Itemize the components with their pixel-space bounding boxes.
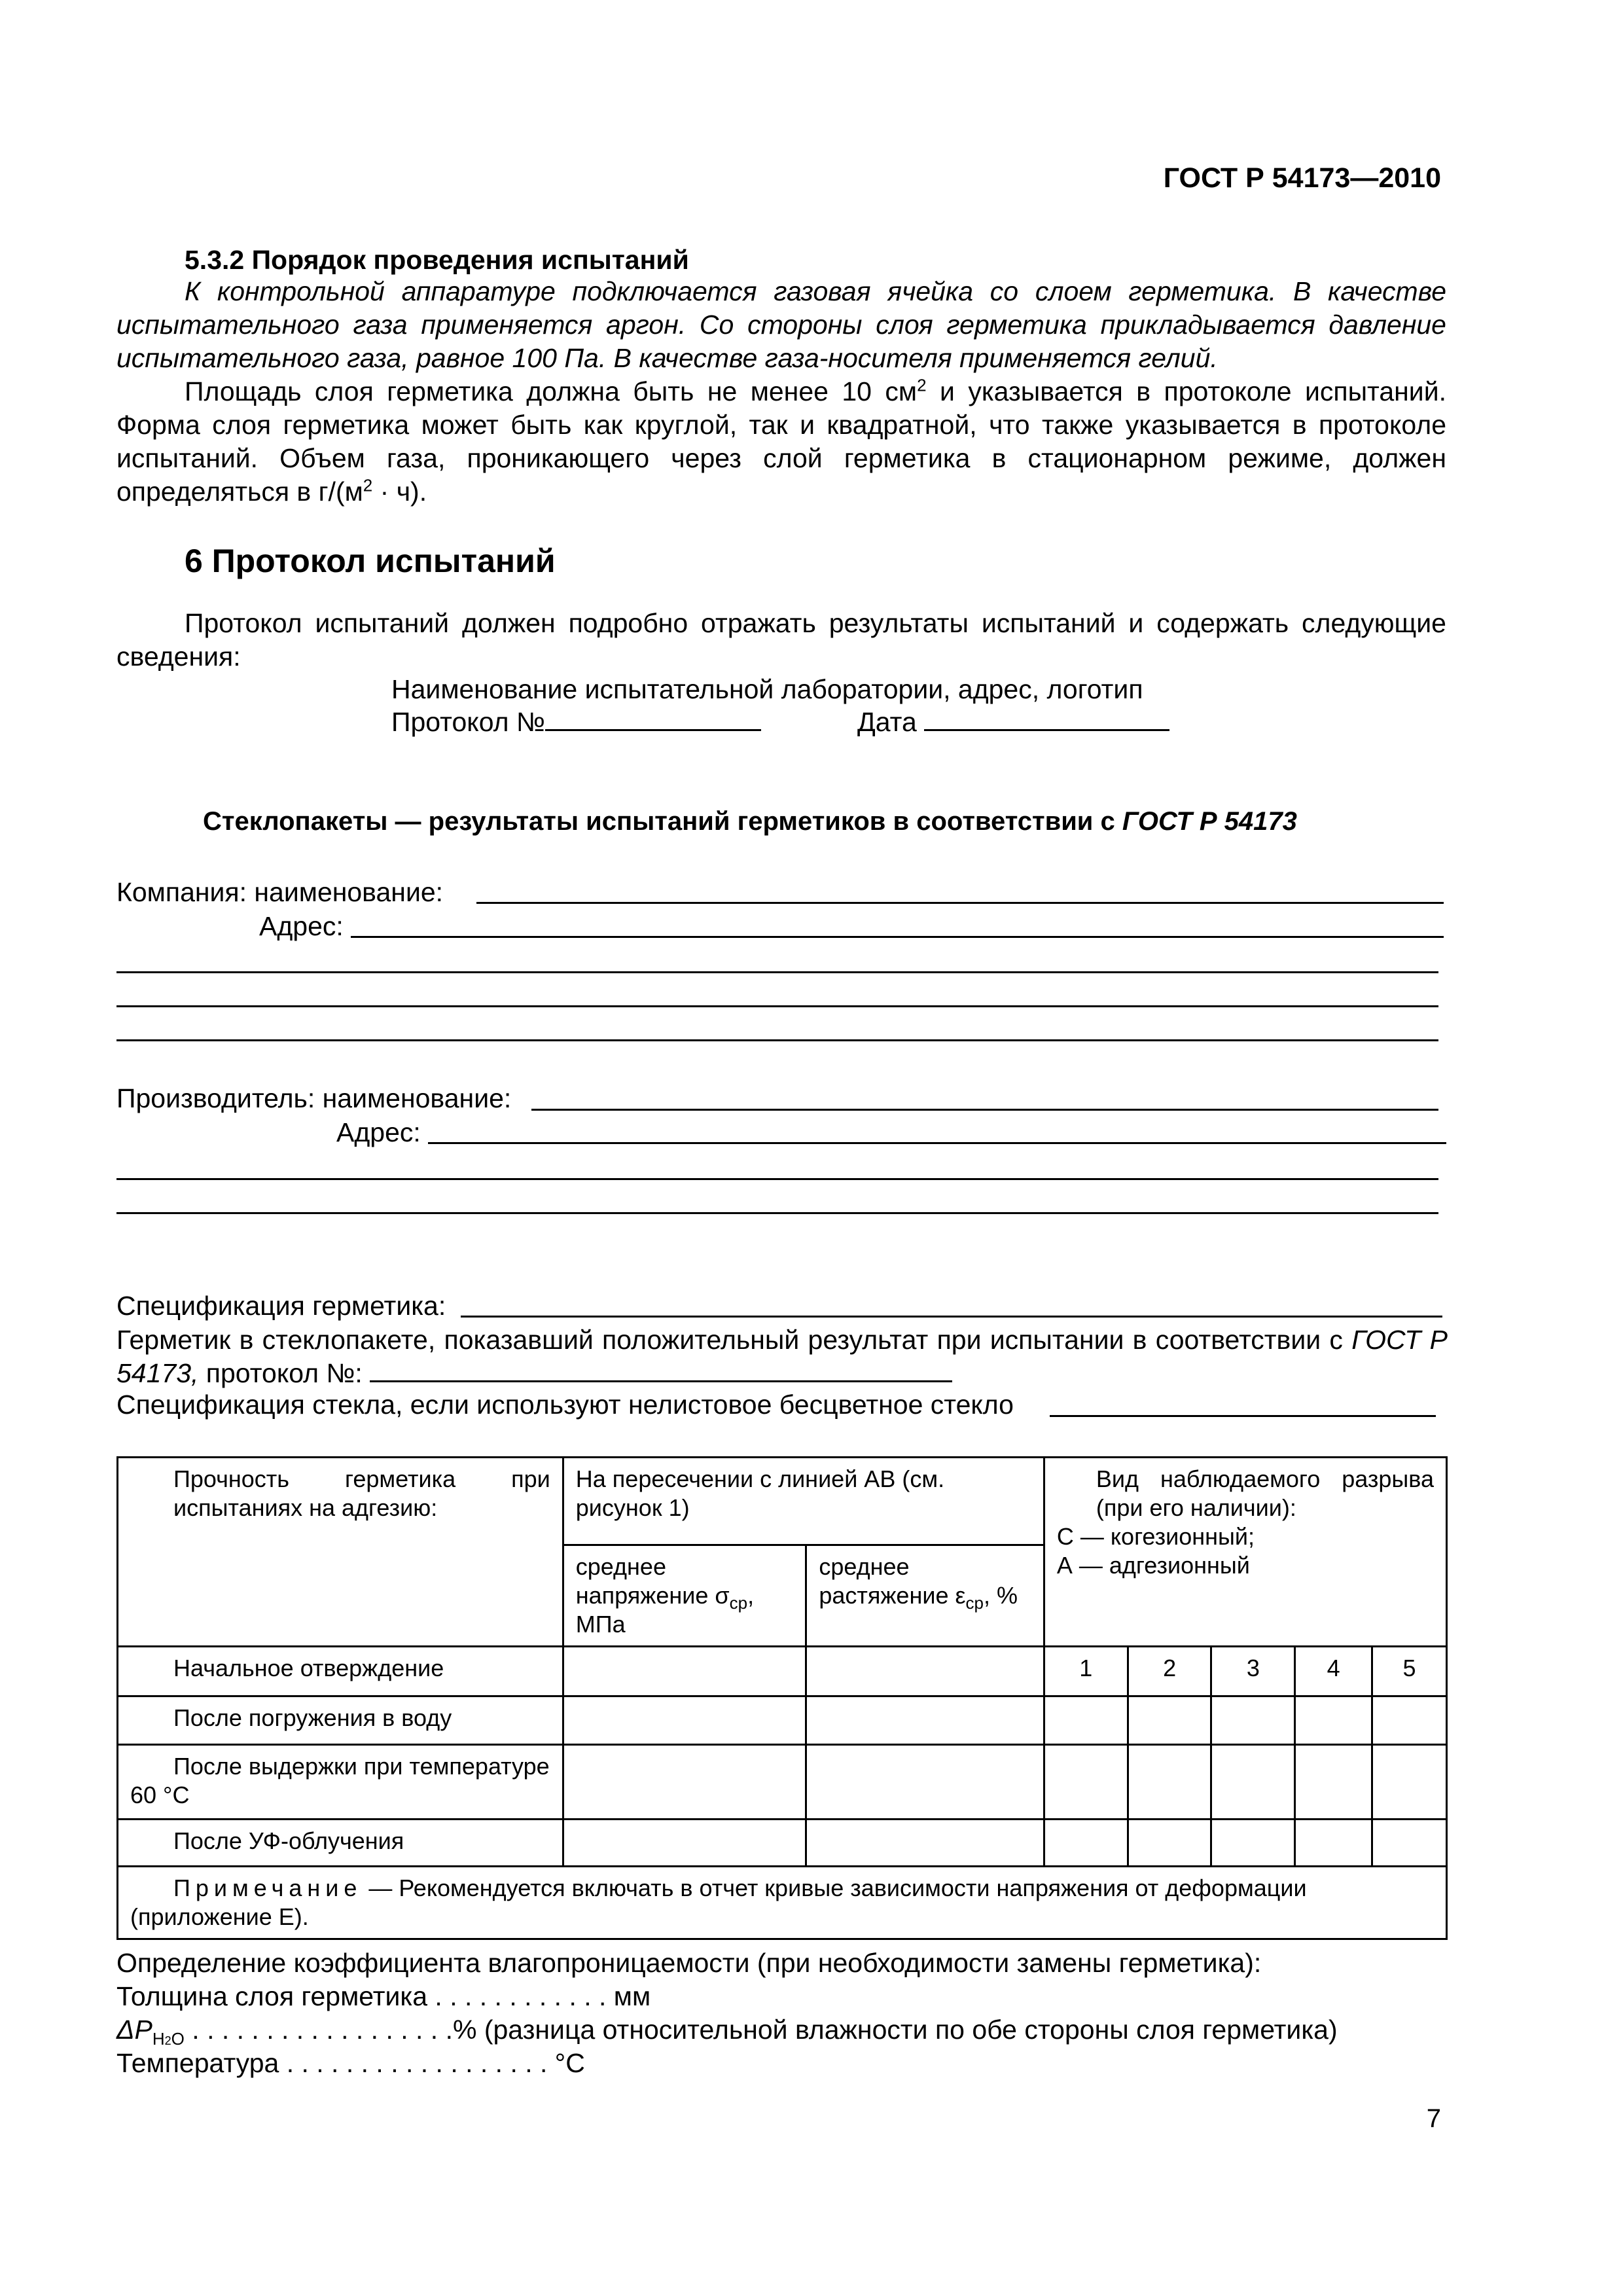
cell-rupture[interactable]	[1372, 1820, 1447, 1867]
company-name-label: Компания: наименование:	[116, 877, 444, 907]
cell-rupture[interactable]	[1295, 1745, 1372, 1820]
lab-name-line: Наименование испытательной лаборатории, адрес, логотип	[391, 674, 1143, 704]
company-address-blank[interactable]	[351, 936, 1444, 938]
section-heading-5-3-2: 5.3.2 Порядок проведения испытаний	[185, 245, 689, 275]
manufacturer-address-label: Адрес:	[336, 1117, 421, 1147]
cell-strain[interactable]	[806, 1820, 1044, 1867]
cell-rupture[interactable]	[1044, 1745, 1128, 1820]
page-number: 7	[1426, 2104, 1441, 2133]
date-blank[interactable]	[924, 728, 1169, 731]
cell-rupture[interactable]	[1372, 1745, 1447, 1820]
cell-stress[interactable]	[563, 1647, 806, 1696]
cell-stress[interactable]	[563, 1820, 806, 1867]
company-name-blank[interactable]	[476, 902, 1444, 904]
header-average-strain: среднее растяжение $\varepsilon_{ср}$, %	[806, 1545, 1044, 1647]
cell-rupture[interactable]	[1128, 1696, 1211, 1745]
document-code: ГОСТ Р 54173—2010	[1163, 162, 1441, 194]
cell-rupture[interactable]	[1044, 1696, 1128, 1745]
manufacturer-extra-line-1[interactable]	[116, 1178, 1438, 1180]
row-label-water-immersion: После погружения в воду	[118, 1696, 563, 1745]
paragraph-sealant-area: Площадь слоя герметика должна быть не менее 10 $см^2$ и указывается в протоколе испытаний. Форма слоя герметика может быть как круглой, так и квадратной, что также указывается в протоколе испытаний. Объем газа, проникающего через слой герметика в стационарном режиме, должен определяться в $г/(м^2 \cdot ч)$.	[116, 375, 1446, 507]
manufacturer-name-label: Производитель: наименование:	[116, 1083, 512, 1113]
protocol-number-line: Протокол №	[391, 707, 761, 738]
company-extra-line-1[interactable]	[116, 971, 1438, 973]
cell-strain[interactable]	[806, 1745, 1044, 1820]
company-address-label: Адрес:	[259, 911, 344, 941]
cell-rupture[interactable]	[1295, 1696, 1372, 1745]
protocol-number-blank[interactable]	[545, 728, 761, 731]
rupture-col-5: 5	[1372, 1647, 1447, 1696]
cell-rupture[interactable]	[1044, 1820, 1128, 1867]
glass-spec-label: Спецификация стекла, если используют нелистовое бесцветное стекло	[116, 1390, 1014, 1420]
temperature-line: Температура . . . . . . . . . . . . . . . . . . °С	[116, 2048, 585, 2078]
header-rupture-type: Вид наблюдаемого разрыва (при его наличии): С — когезионный; А — адгезионный	[1044, 1458, 1446, 1647]
section-heading-6: 6 Протокол испытаний	[185, 543, 556, 579]
paragraph-test-procedure: К контрольной аппаратуре подключается газовая ячейка со слоем герметика. В качестве испытательного газа применяется аргон. Со стороны слоя герметика прикладывается давление испытательного газа, равное 100 Па. В качестве газа-носителя применяется гелий.	[116, 276, 1446, 373]
sealant-thickness-line: Толщина слоя герметика . . . . . . . . . . . . мм	[116, 1981, 651, 2011]
date-line: Дата	[857, 707, 1169, 738]
cell-rupture[interactable]	[1128, 1745, 1211, 1820]
paragraph-protocol-intro: Протокол испытаний должен подробно отражать результаты испытаний и содержать следующие сведения:	[116, 608, 1446, 672]
cell-rupture[interactable]	[1211, 1696, 1295, 1745]
form-title: Стеклопакеты — результаты испытаний герметиков в соответствии с ГОСТ Р 54173	[203, 807, 1297, 836]
rupture-col-3: 3	[1211, 1647, 1295, 1696]
sealant-spec-blank[interactable]	[461, 1316, 1442, 1318]
rupture-col-1: 1	[1044, 1647, 1128, 1696]
company-extra-line-3[interactable]	[116, 1039, 1438, 1041]
row-label-uv-exposure: После УФ-облучения	[118, 1820, 563, 1867]
rupture-col-2: 2	[1128, 1647, 1211, 1696]
cell-rupture[interactable]	[1211, 1745, 1295, 1820]
cell-rupture[interactable]	[1295, 1820, 1372, 1867]
cell-strain[interactable]	[806, 1647, 1044, 1696]
sealant-protocol-blank[interactable]	[370, 1380, 952, 1382]
cell-rupture[interactable]	[1372, 1696, 1447, 1745]
table-note: Примечание — Рекомендуется включать в отчет кривые зависимости напряжения от деформации (приложение Е).	[118, 1867, 1447, 1939]
adhesion-results-table	[116, 1456, 1448, 1940]
row-label-temperature-exposure: После выдержки при температуре 60 °С	[118, 1745, 563, 1820]
cell-rupture[interactable]	[1211, 1820, 1295, 1867]
header-ab-intersection: На пересечении с линией АВ (см. рисунок 1)	[563, 1458, 1044, 1545]
row-label-initial-cure: Начальное отверждение	[118, 1647, 563, 1696]
sealant-positive-result: Герметик в стеклопакете, показавший положительный результат при испытании в соответствии с ГОСТ Р 54173, протокол №:	[116, 1325, 1448, 1388]
humidity-difference-line: $\Delta P_{H2O}$ . . . . . . . . . . . . . . . . . .% (разница относительной влажности по обе стороны слоя герметика)	[116, 2015, 1338, 2049]
company-extra-line-2[interactable]	[116, 1005, 1438, 1007]
moisture-title: Определение коэффициента влагопроницаемости (при необходимости замены герметика):	[116, 1948, 1262, 1978]
manufacturer-extra-line-2[interactable]	[116, 1212, 1438, 1214]
rupture-col-4: 4	[1295, 1647, 1372, 1696]
header-average-stress: среднее напряжение $\sigma_{ср}$, МПа	[563, 1545, 806, 1647]
cell-stress[interactable]	[563, 1696, 806, 1745]
cell-stress[interactable]	[563, 1745, 806, 1820]
manufacturer-address-blank[interactable]	[428, 1142, 1446, 1144]
manufacturer-name-blank[interactable]	[531, 1109, 1438, 1111]
cell-rupture[interactable]	[1128, 1820, 1211, 1867]
sealant-spec-label: Спецификация герметика:	[116, 1291, 446, 1321]
cell-strain[interactable]	[806, 1696, 1044, 1745]
glass-spec-blank[interactable]	[1050, 1415, 1436, 1417]
header-adhesion-strength: Прочность герметика при испытаниях на адгезию:	[118, 1458, 563, 1647]
